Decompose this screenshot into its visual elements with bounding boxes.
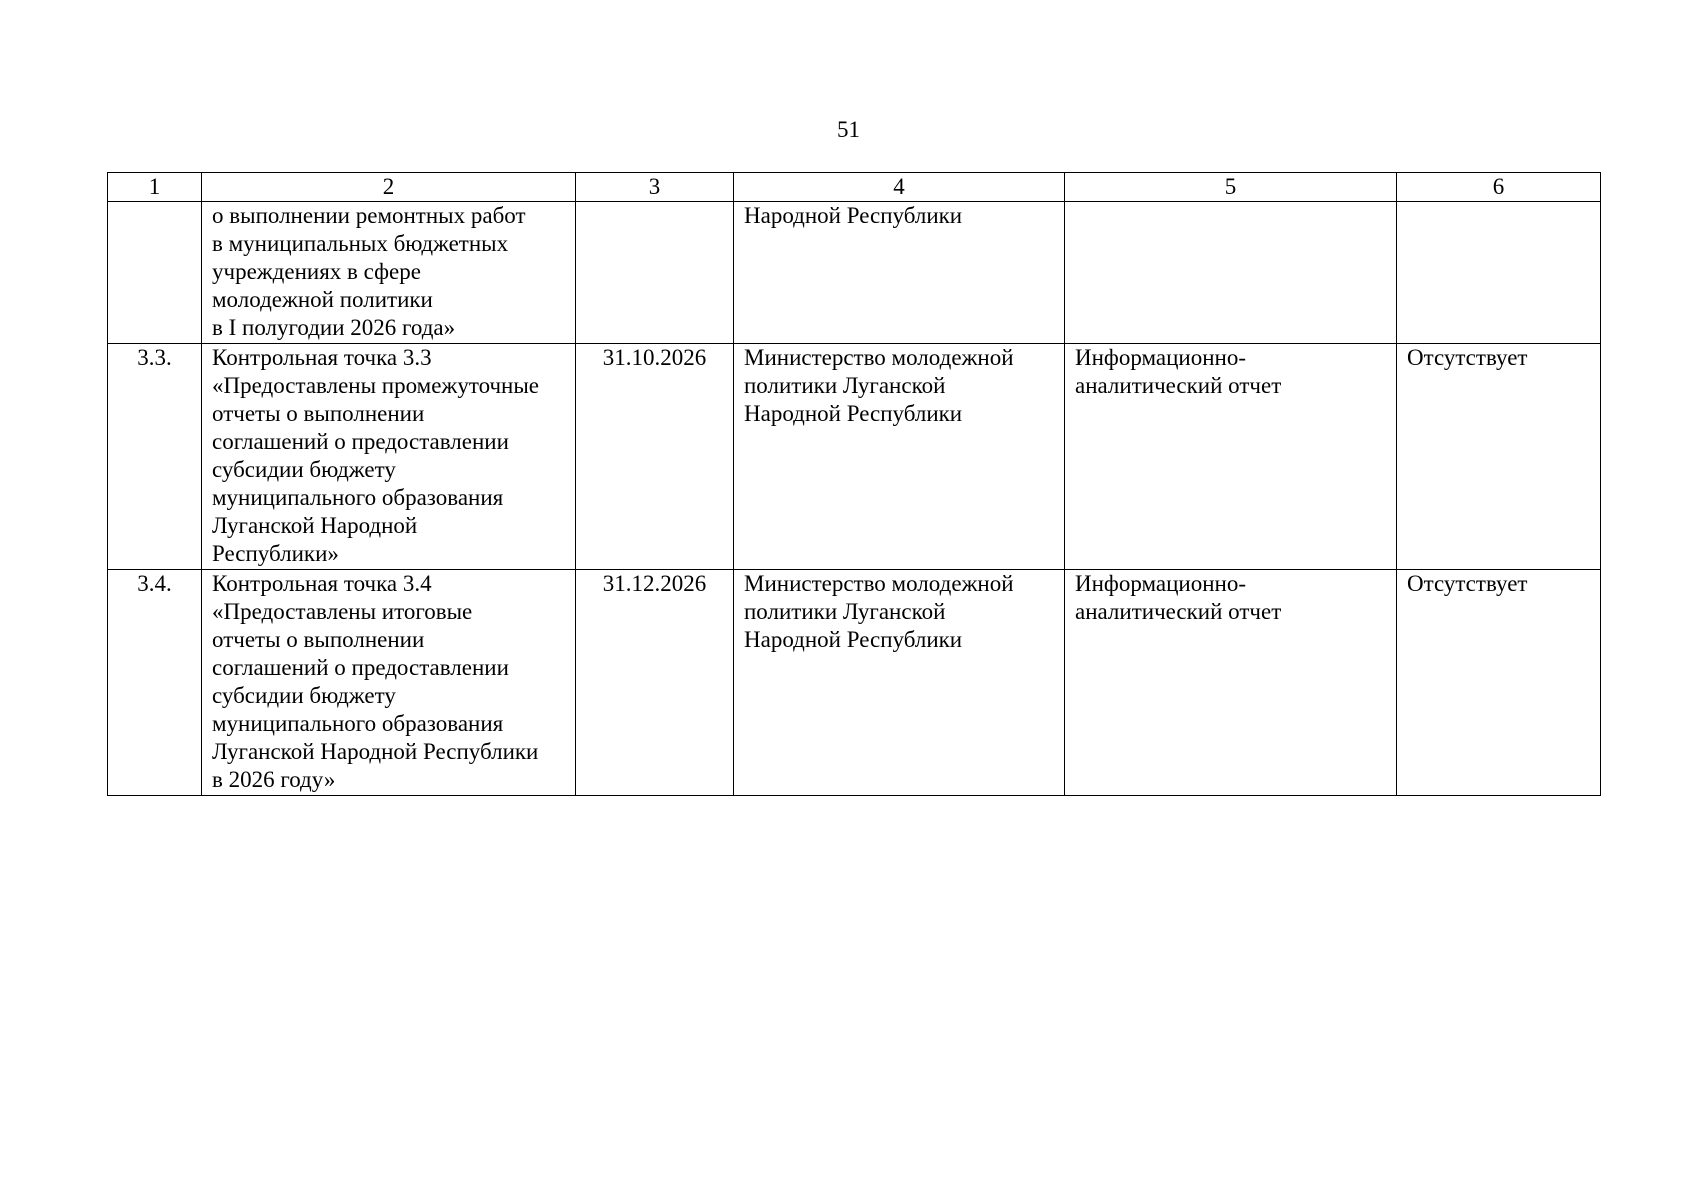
- document-type-line: аналитический отчет: [1075, 373, 1282, 398]
- column-header: 6: [1397, 173, 1601, 202]
- row-number-cell: [108, 202, 202, 344]
- description-cell: [202, 570, 576, 796]
- description-line: учреждениях в сфере: [212, 259, 421, 284]
- responsible-line: Министерство молодежной: [744, 345, 1014, 370]
- description-line: отчеты о выполнении: [212, 627, 425, 652]
- document-type-line: Информационно-: [1075, 571, 1246, 596]
- page-number: 51: [837, 117, 860, 142]
- description-line: Республики»: [212, 541, 339, 566]
- column-header: 5: [1065, 173, 1397, 202]
- description-line: Контрольная точка 3.3: [212, 345, 432, 370]
- description-line: «Предоставлены промежуточные: [212, 373, 540, 398]
- responsible-line: политики Луганской: [744, 599, 946, 624]
- info-system-cell: [1397, 202, 1601, 344]
- description-line: о выполнении ремонтных работ: [212, 203, 526, 228]
- description-line: Луганской Народной: [212, 513, 418, 538]
- description-line: отчеты о выполнении: [212, 401, 425, 426]
- document-type-line: аналитический отчет: [1075, 599, 1282, 624]
- document-type-cell: [1065, 344, 1397, 570]
- milestones-table: [107, 172, 1601, 796]
- description-line: муниципального образования: [212, 485, 504, 510]
- description-line: молодежной политики: [212, 287, 433, 312]
- responsible-cell: [734, 344, 1065, 570]
- document-type-line: Информационно-: [1075, 345, 1246, 370]
- date-cell: [576, 202, 734, 344]
- responsible-cell: [734, 570, 1065, 796]
- table-row: [108, 202, 1601, 344]
- column-header: 3: [576, 173, 734, 202]
- description-line: субсидии бюджету: [212, 457, 396, 482]
- description-cell: [202, 202, 576, 344]
- description-line: муниципального образования: [212, 711, 504, 736]
- date-cell: 31.12.2026: [576, 570, 734, 796]
- responsible-line: Министерство молодежной: [744, 571, 1014, 596]
- description-line: соглашений о предоставлении: [212, 655, 509, 680]
- document-type-cell: [1065, 570, 1397, 796]
- date-cell: 31.10.2026: [576, 344, 734, 570]
- description-line: Луганской Народной Республики: [212, 739, 539, 764]
- description-line: в I полугодии 2026 года»: [212, 315, 456, 340]
- row-number-cell: 3.3.: [108, 344, 202, 570]
- info-system-cell: Отсутствует: [1397, 344, 1601, 570]
- row-number-cell: 3.4.: [108, 570, 202, 796]
- info-system-cell: Отсутствует: [1397, 570, 1601, 796]
- table-row: [108, 344, 1601, 570]
- column-header: 1: [108, 173, 202, 202]
- description-line: Контрольная точка 3.4: [212, 571, 432, 596]
- column-header: 4: [734, 173, 1065, 202]
- responsible-line: Народной Республики: [744, 203, 963, 228]
- document-type-cell: [1065, 202, 1397, 344]
- description-line: «Предоставлены итоговые: [212, 599, 473, 624]
- responsible-line: Народной Республики: [744, 401, 963, 426]
- description-line: субсидии бюджету: [212, 683, 396, 708]
- responsible-line: Народной Республики: [744, 627, 963, 652]
- description-cell: [202, 344, 576, 570]
- column-header: 2: [202, 173, 576, 202]
- table-header-row: [108, 173, 1601, 202]
- description-line: соглашений о предоставлении: [212, 429, 509, 454]
- description-line: в 2026 году»: [212, 767, 336, 792]
- table-row: [108, 570, 1601, 796]
- responsible-cell: [734, 202, 1065, 344]
- responsible-line: политики Луганской: [744, 373, 946, 398]
- description-line: в муниципальных бюджетных: [212, 231, 509, 256]
